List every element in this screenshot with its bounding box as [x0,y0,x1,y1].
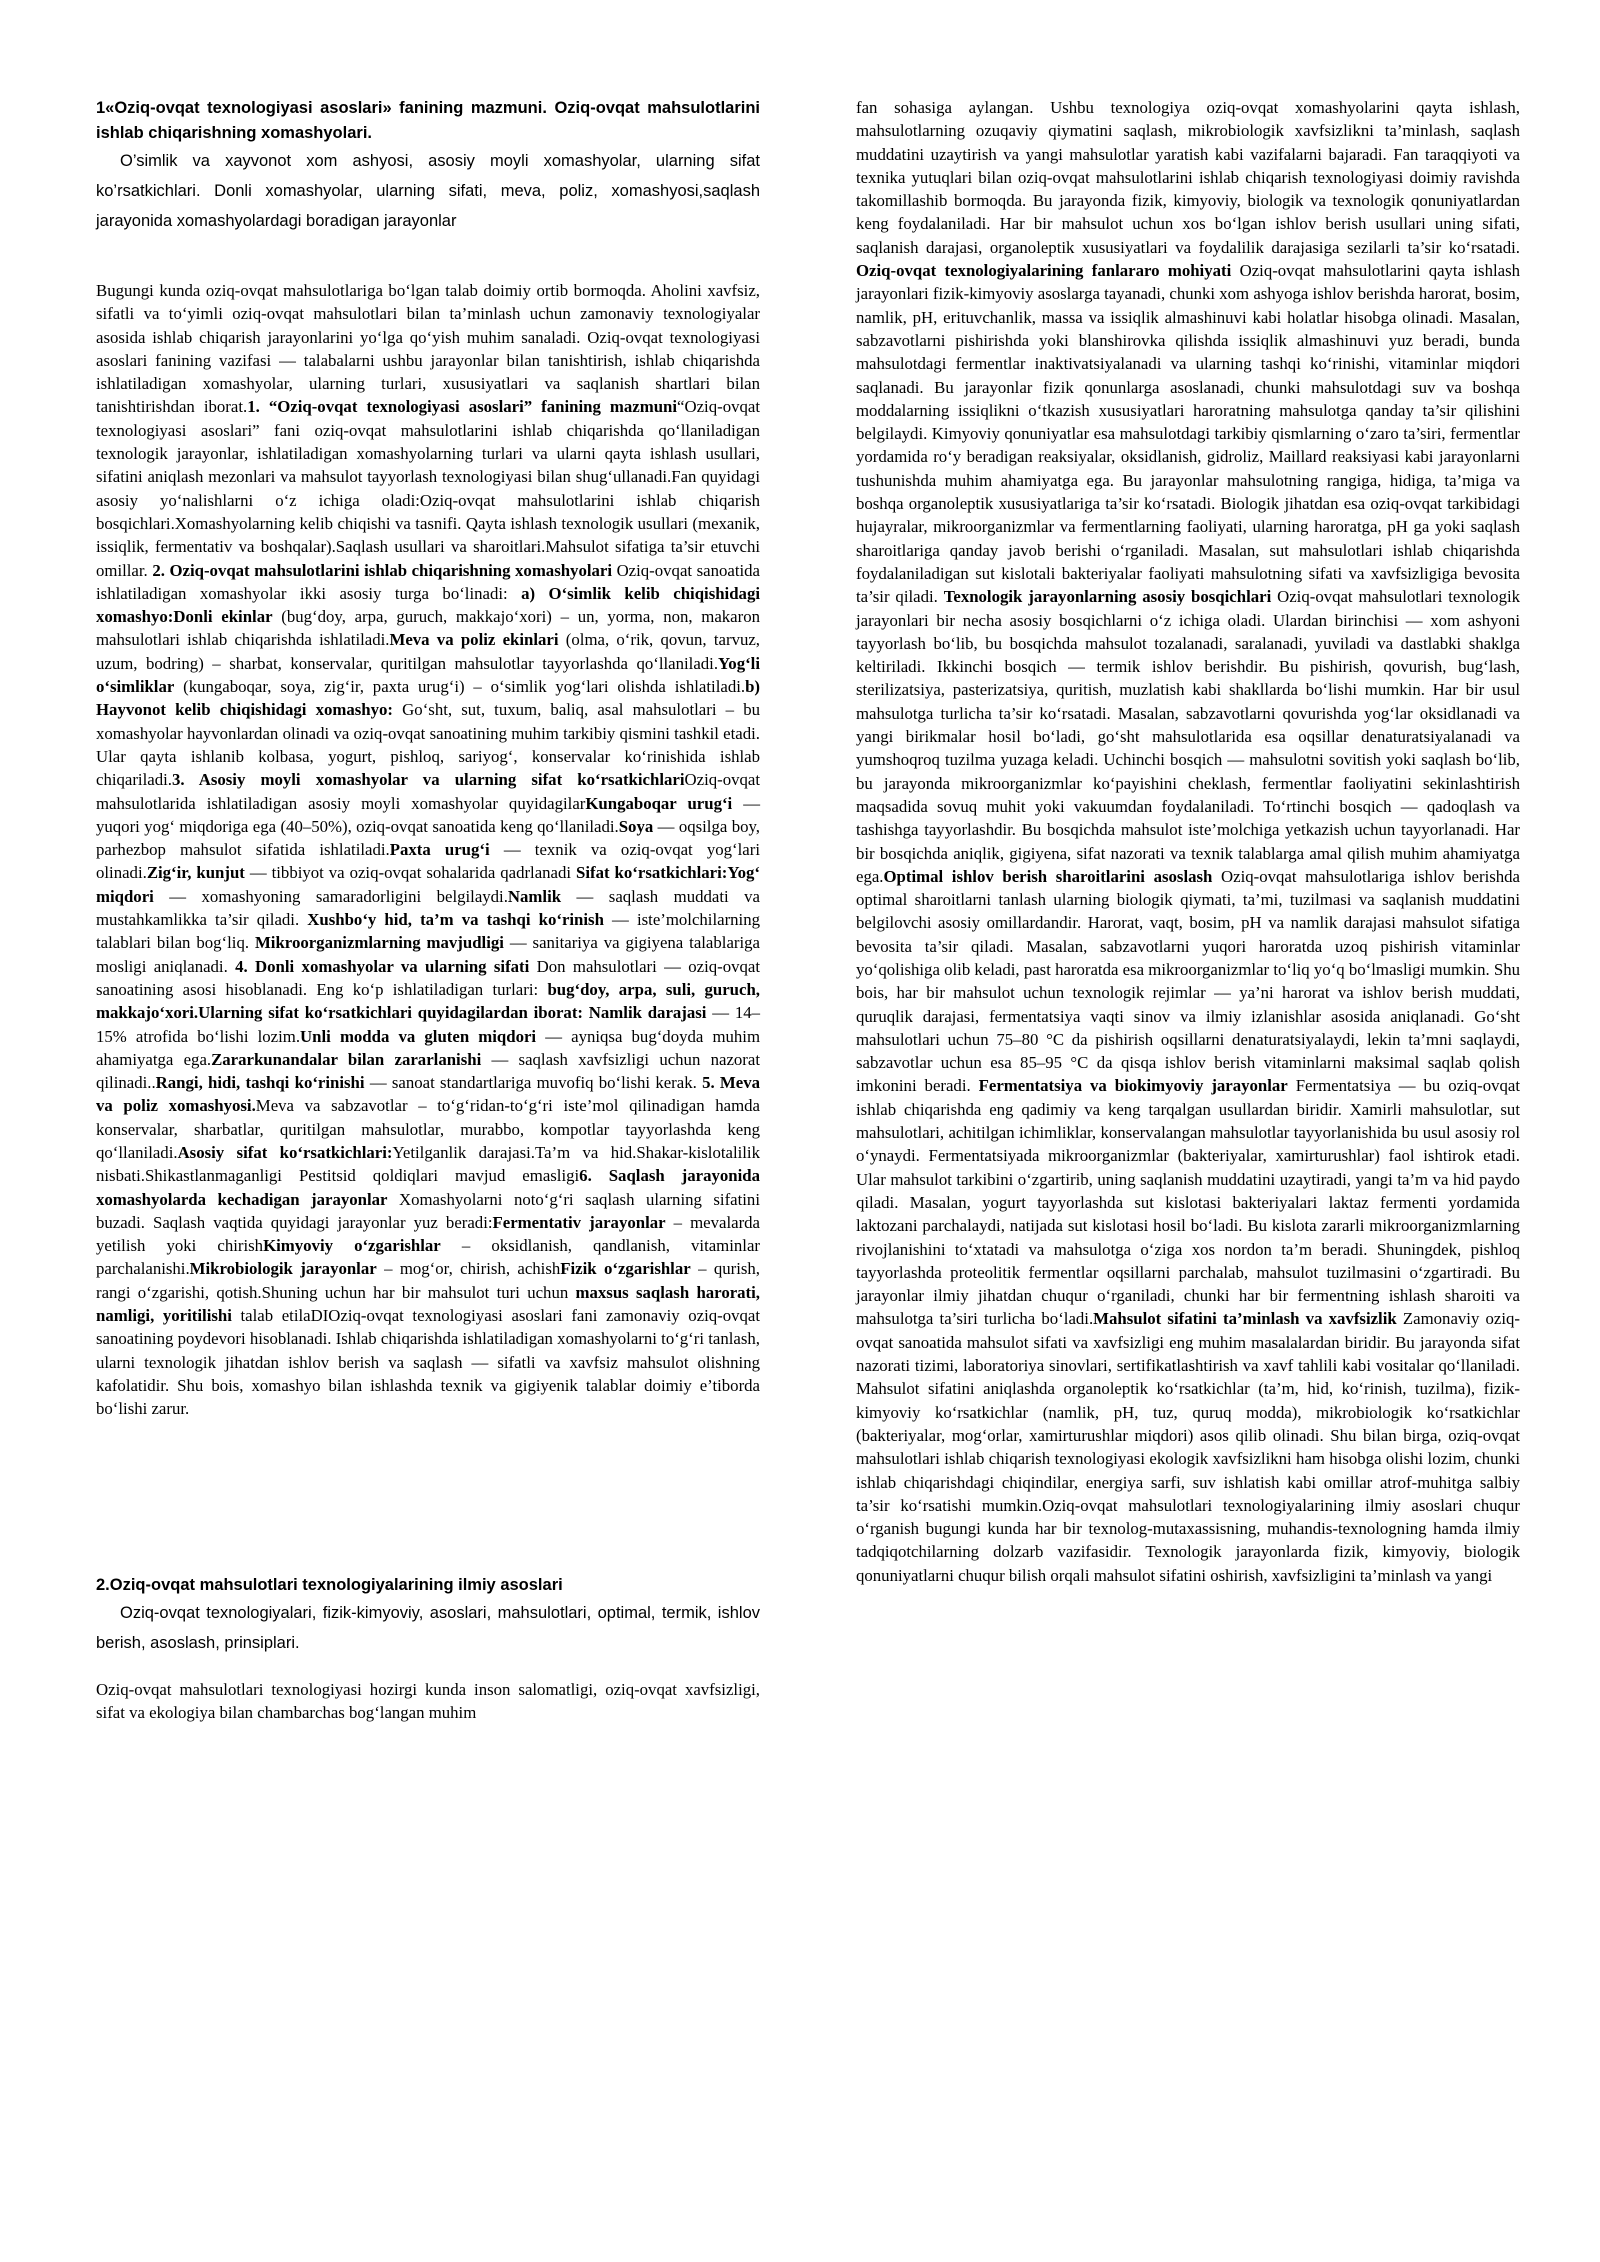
text-run: Oziq-ovqat mahsulotlarini qayta ishlash jarayonlari fizik-kimyoviy asoslarga tayanadi, chunki xom ashyoga ishlov berishda harorat, bosim, namlik, pH, erituvchanlik, massa va issiqlik almashinuvi kabi holatlar hisobga olinadi. Masalan, sabzavotlarni pishirishda yoki blanshirovka qilishda issiqlik almashinuvi yuz beradi, bunda mahsulotdagi fermentlar inaktivatsiyalanadi va ularning tashqi ko‘rinishi, vitaminlar miqdori saqlanadi. Bu jarayonlar fizik qonunlarga asoslanadi, chunki mahsulotdagi suv va boshqa moddalarning issiqlikni o‘tkazish xususiyatlari haroratning mahsulotga qanday ta’sir qilishini belgilaydi. Kimyoviy qonuniyatlar esa mahsulotdagi tarkibiy qismlarning o‘zaro ta’siri, fermentlar yordamida ro‘y beradigan reaksiyalar, oksidlanish, gidroliz, Maillard reaksiyasi kabi jarayonlarni tushunishda muhim ahamiyatga ega. Bu jarayonlar mahsulotning rangiga, hidiga, ta’miga va boshqa organoleptik xususiyatlariga ta’sir ko‘rsatadi. Biologik jihatdan esa oziq-ovqat tarkibidagi hujayralar, mikroorganizmlar va fermentlarning faoliyati, ularning haroratga, pH ga yoki saqlash sharoitlariga qanday javob berishi o‘rganiladi. Masalan, sut mahsulotlari ishlab chiqarishda foydalaniladigan sut kislotali bakteriyalar faoliyati mahsulotning sifati va xavfsizligiga bevosita ta’sir qiladi. [856,261,1520,607]
bold-heading-run: Rangi, hidi, tashqi ko‘rinishi [155,1073,365,1093]
bold-heading-run: bug‘doy, arpa, suli, guruch, makkajo‘xori.Ularning sifat ko‘rsatkichlari quyidagilardan iborat: Namlik darajasi [96,979,760,1023]
text-run: Go‘sht, sut, tuxum, baliq, asal mahsulotlari – bu xomashyolar hayvonlardan olinadi va oziq-ovqat sanoatining muhim tarkibiy qismini tashkil etadi. Ular qayta ishlanib kolbasa, yogurt, pishloq, sariyog‘, konservalar ko‘rinishida ishlab chiqariladi. [96,700,761,790]
text-run: — sanoat standartlariga muvofiq bo‘lishi kerak. [364,1073,703,1093]
bold-heading-run: Zig‘ir, kunjut [146,863,245,883]
text-run: – mevalarda yetilish yoki chirish [96,1212,760,1256]
section-2-body-start [96,1678,760,1725]
bold-heading-run: b) Hayvonot kelib chiqishidagi xomashyo: [96,677,760,720]
text-run: (bug‘doy, arpa, guruch, makkajo‘xori) – un, yorma, non, makaron mahsulotlari ishlab chiqarishda ishlatiladi. [96,607,760,650]
text-run: — saqlash xavfsizligi uchun nazorat qilinadi.. [96,1049,760,1093]
text-run: — 14–15% atrofida bo‘lishi lozim. [96,1003,760,1046]
section-2-body-continued [856,96,1520,1587]
text-run: (olma, o‘rik, qovun, tarvuz, uzum, bodring) – sharbat, konservalar, quritilgan mahsulotlar tayyorlashda qo‘llaniladi. [96,630,760,673]
bold-heading-run: Fermentativ jarayonlar [492,1212,666,1232]
text-run: Oziq-ovqat mahsulotlari texnologiyasi hozirgi kunda inson salomatligi, oziq-ovqat xavfsizligi, sifat va ekologiya bilan chambarchas bog‘langan muhim [96,1679,760,1722]
bold-heading-run: Meva va poliz ekinlari [389,630,559,650]
text-run: Yetilganlik darajasi.Ta’m va hid.Shakar-kislotalilik nisbati.Shikastlanmaganligi Pestitsid qoldiqlari mavjud emasligi [96,1142,760,1186]
text-run: — oqsilga boy, parhezbop mahsulot sifatida ishlatiladi. [96,816,760,860]
bold-heading-run: Namlik [507,886,562,906]
text-run: – qurish, rangi o‘zgarishi, qotish.Shuning uchun har bir mahsulot turi uchun [96,1259,760,1302]
text-run: Oziq-ovqat mahsulotlari texnologik jarayonlari bir necha asosiy bosqichlarni o‘z ichiga oladi. Ulardan birinchisi — xom ashyoni tayyorlash bo‘lib, bu bosqichda mahsulot tozalanadi, saralanadi, yuviladi va dastlabki shaklga keltiriladi. Ikkinchi bosqich — termik ishlov berishdir. Bu pishirish, qovurish, bug‘lash, sterilizatsiya, pasterizatsiya, quritish, muzlatish kabi shakllarda bo‘lishi mumkin. Har bir usul mahsulotga turlicha ta’sir ko‘rsatadi. Masalan, sabzavotlarni qovurishda yog‘lar oksidlanadi va yangi birikmalar hosil bo‘ladi, go‘sht mahsulotlarida esa oqsillar denaturatsiyalanadi va yumshoqroq tuzilma yuzaga keladi. Uchinchi bosqich — mahsulotni sovitish yoki saqlash bo‘lib, bu jarayonda mikroorganizmlar ko‘payishini cheklash, fermentlar faoliyatini sekinlashtirish maqsadida sovuq muhit yoki vakuumdan foydalaniladi. To‘rtinchi bosqich — qadoqlash va tashishga tayyorlashdir. Bu bosqichda mahsulot iste’molchiga yetkazish uchun tayyorlanadi. Har bir bosqichda aniqlik, gigiyena, sifat nazorati va texnik talablarga amal qilish muhim ahamiyatga ega. [856,587,1521,886]
text-run: — texnik va oziq-ovqat yog‘lari olinadi. [96,840,760,883]
section-2-subtitle: Oziq-ovqat texnologiyalari, fizik-kimyoviy, asoslari, mahsulotlari, optimal, termik, ishlov berish, asoslash, prinsiplari. [96,1603,760,1652]
text-run: — tibbiyot va oziq-ovqat sohalarida qadrlanadi [244,863,577,883]
bold-heading-run: maxsus saqlash harorati, namligi, yoritilishi [96,1282,760,1326]
bold-heading-run: Mahsulot sifatini ta’minlash va xavfsizlik [1093,1309,1397,1329]
text-run: “Oziq-ovqat texnologiyasi asoslari” fani oziq-ovqat mahsulotlarini ishlab chiqarishda qo‘llaniladigan texnologik jarayonlar, ishlatiladigan xomashyolarning turlari va ularni qayta ishlash usullari, sifatini aniqlash mezonlari va mahsulot tayyorlash texnologiyasi bilan shug‘ullanadi.Fan quyidagi asosiy yo‘nalishlarni o‘z ichiga oladi:Oziq-ovqat mahsulotlarini ishlab chiqarish bosqichlari.Xomashyolarning kelib chiqishi va tasnifi. Qayta ishlash texnologik usullari (mexanik, issiqlik, fermentativ va boshqalar).Saqlash usullari va sharoitlari.Mahsulot sifatiga ta’sir etuvchi omillar. [96,397,760,580]
text-run: — iste’molchilarning talablari bilan bog‘liq. [96,910,760,953]
bold-heading-run: 4. Donli xomashyolar va ularning sifati [235,956,530,976]
bold-heading-run: Paxta urug‘i [389,840,490,860]
text-run: – oksidlanish, qandlanish, vitaminlar parchalanishi. [96,1236,760,1279]
bold-heading-run: Fizik o‘zgarishlar [560,1259,691,1279]
text-run: Oziq-ovqat mahsulotlariga ishlov berishda optimal sharoitlarni tanlash ularning biologik qiymati, ta’mi, tuzilmasi va saqlanish muddatini belgilovchi asosiy omillardandir. Harorat, vaqt, bosim, pH va namlik darajasi mahsulot sifatiga bevosita ta’sir qiladi. Masalan, sabzavotlarni yuqori haroratda uzoq pishirish vitaminlar yo‘qolishiga olib keladi, past haroratda esa mikroorganizmlar to‘liq yo‘q bo‘lmasligi mumkin. Shu bois, har bir mahsulot uchun texnologik rejimlar — ya’ni harorat va ishlov berish muddati, quruqlik darajasi, fermentatsiya vaqti sinov va ilmiy izlanishlar asosida aniqlanadi. Go‘sht mahsulotlari uchun 75–80 °C da pishirish oqsillarni denaturatsiyalaydi, lekin ta’mni saqlaydi, sabzavotlar uchun esa 85–95 °C da qisqa ishlov berish vitaminlarni maksimal saqlab qolish imkonini beradi. [856,866,1520,1096]
text-run: Fermentatsiya — bu oziq-ovqat ishlab chiqarishda eng qadimiy va keng tarqalgan usullardan biridir. Xamirli mahsulotlar, sut mahsulotlari, achitilgan ichimliklar, konservalangan mahsulotlar tayyorlanishida bu usul asosiy rol o‘ynaydi. Fermentatsiyada mikroorganizmlar (bakteriyalar, xamirturushlar) faol ishtirok etadi. Ular mahsulot tarkibini o‘zgartirib, uning saqlanish muddatini uzaytiradi, yangi ta’m va hid paydo qiladi. Masalan, yogurt tayyorlashda sut kislotasi bakteriyalari laktaz fermenti yordamida laktozani parchalaydi, natijada sut kislotasi hosil bo‘ladi. Bu kislota zararli mikroorganizmlarning rivojlanishini to‘xtatadi va mahsulotga o‘ziga xos nordon ta’m beradi. Shuningdek, pishloq tayyorlashda proteolitik fermentlar oqsillarni parchalab, mahsulot tuzilmasini o‘zgartiradi. Bu jarayonlar ilmiy jihatdan chuqur o‘rganiladi, chunki har bir fermentning ishlash sharoiti va mahsulotga ta’siri turlicha bo‘ladi. [856,1076,1520,1329]
text-run: — sanitariya va gigiyena talablariga mosligi aniqlanadi. [96,933,760,976]
bold-heading-run: Asosiy sifat ko‘rsatkichlari: [177,1142,393,1162]
bold-heading-run: Soya [618,816,654,836]
bold-heading-run: 3. Asosiy moyli xomashyolar va ularning sifat ko‘rsatkichlari [171,770,685,790]
text-run: talab etilaDIOziq-ovqat texnologiyasi asoslari fani zamonaviy oziq-ovqat sanoatining poydevori hisoblanadi. Ishlab chiqarishda ishlatiladigan xomashyolarni to‘g‘ri tanlash, ularni texnologik jihatdan ishlov berish va saqlash — sifatli va xavfsiz mahsulot olishning kafolatidir. Shu bois, xomashyo bilan ishlashda texnik va gigiyenik talablar doimiy e’tiborda bo‘lishi zarur. [96,1306,761,1419]
bold-heading-run: Kimyoviy o‘zgarishlar [263,1236,441,1256]
left-column [96,96,760,1724]
section-1-heading: 1«Oziq-ovqat texnologiyasi asoslari» fanining mazmuni. Oziq-ovqat mahsulotlarini ishlab chiqarishning xomashyolari. [96,99,760,142]
bold-heading-run: Xushbo‘y hid, ta’m va tashqi ko‘rinish [307,910,604,930]
bold-heading-run: Zararkunandalar bilan zararlanishi [211,1049,482,1069]
bold-heading-run: Sifat ko‘rsatkichlari:Yog‘ miqdori [96,863,760,906]
bold-heading-run: 6. Saqlash jarayonida xomashyolarda kechadigan jarayonlar [96,1166,760,1209]
right-column [856,96,1520,1587]
text-run: Xomashyolarni noto‘g‘ri saqlash ularning sifatini buzadi. Saqlash vaqtida quyidagi jarayonlar yuz beradi: [96,1189,760,1232]
text-run: Oziq-ovqat mahsulotlarida ishlatiladigan asosiy moyli xomashyolar quyidagilar [96,770,760,813]
bold-heading-run: Kungaboqar urug‘i [585,793,733,813]
bold-heading-run: Texnologik jarayonlarning asosiy bosqichlari [943,587,1272,607]
text-run: (kungaboqar, soya, zig‘ir, paxta urug‘i) – o‘simlik yog‘lari olishda ishlatiladi. [174,677,746,697]
text-run: — xomashyoning samaradorligini belgilaydi. [153,886,508,906]
text-run: fan sohasiga aylangan. Ushbu texnologiya oziq-ovqat xomashyolarini qayta ishlash, mahsulotlarning ozuqaviy qiymatini saqlash, mikrobiologik xavfsizlikni ta’minlash, saqlash muddatini uzaytirish va yangi mahsulotlar yaratish kabi vazifalarni bajaradi. Fan taraqqiyoti va texnika yutuqlari bilan oziq-ovqat mahsulotlarini ishlab chiqarish texnologiyasi doimiy ravishda takomillashib bormoqda. Bu jarayonda fizik, kimyoviy, biologik va texnologik qonuniyatlardan keng foydalaniladi. Har bir mahsulot uchun xos bo‘lgan ishlov berish usullari uning sifati, saqlanish darajasi, organoleptik xususiyatlari va foydalilik darajasiga sezilarli ta’sir ko‘rsatadi. [856,98,1520,257]
text-run: Zamonaviy oziq-ovqat sanoatida mahsulot sifati va xavfsizligi eng muhim masalalardan biridir. Bu jarayonda sifat nazorati tizimi, laboratoriya sinovlari, sertifikatlashtirish va xavf tahlili kabi vositalar qo‘llaniladi. Mahsulot sifatini aniqlashda organoleptik ko‘rsatkichlar (ta’m, hid, ko‘rinish, tuzilma), fizik-kimyoviy ko‘rsatkichlar (namlik, pH, tuz, quruq modda), mikrobiologik ko‘rsatkichlar (bakteriyalar, mog‘orlar, xamirturushlar miqdori) asos qilib olinadi. Shu bilan birga, oziq-ovqat mahsulotlari ishlab chiqarish texnologiyasi ekologik xavfsizlikni ham hisobga olishi lozim, chunki ishlab chiqarishdagi chiqindilar, energiya sarfi, suv ishlatish kabi omillar atrof-muhitga salbiy ta’sir ko‘rsatishi mumkin.Oziq-ovqat mahsulotlari texnologiyalarining ilmiy asoslari chuqur o‘rganish bugungi kunda har bir texnolog-mutaxassisning, muhandis-texnologning hamda ilmiy tadqiqotchilarning dolzarb vazifasidir. Texnologik jarayonlarda fizik, kimyoviy, biologik qonuniyatlarni chuqur bilish orqali mahsulot sifatini oshirish, xavfsizligini ta’minlash va yangi [856,1309,1521,1585]
text-run: Oziq-ovqat sanoatida ishlatiladigan xomashyolar ikki asosiy turga bo‘linadi: [96,560,760,603]
section-1-body [96,279,760,1421]
bold-heading-run: Fermentatsiya va biokimyoviy jarayonlar [978,1076,1288,1096]
bold-heading-run: 1. “Oziq-ovqat texnologiyasi asoslari” fanining mazmuni [247,397,678,417]
bold-heading-run: 2. Oziq-ovqat mahsulotlarini ishlab chiqarishning xomashyolari [152,560,612,580]
text-run: – mog‘or, chirish, achish [376,1259,561,1279]
section-1-subtitle: O’simlik va xayvonot xom ashyosi, asosiy moyli xomashyolar, ularning sifat ko’rsatkichlari. Donli xomashyolar, ularning sifati, meva, poliz, xomashyosi,saqlash jarayonida xomashyolardagi boradigan jarayonlar [96,152,760,230]
text-run: — yuqori yog‘ miqdoriga ega (40–50%), oziq-ovqat sanoatida keng qo‘llaniladi. [96,793,760,836]
bold-heading-run: Oziq-ovqat texnologiyalarining fanlararo mohiyati [856,261,1232,281]
section-2-heading: 2.Oziq-ovqat mahsulotlari texnologiyalarining ilmiy asoslari [96,1575,563,1594]
text-run: Meva va sabzavotlar – to‘g‘ridan-to‘g‘ri iste’mol qilinadigan hamda konservalar, sharbatlar, quritilgan mahsulotlar, murabbo, kompotlar tayyorlashda keng qo‘llaniladi. [96,1096,760,1162]
bold-heading-run: Yog‘li o‘simliklar [96,653,760,697]
bold-heading-run: a) O‘simlik kelib chiqishidagi xomashyo:Donli ekinlar [96,583,760,627]
bold-heading-run: Mikroorganizmlarning mavjudligi [254,933,504,953]
text-run: — saqlash muddati va mustahkamlikka ta’sir qiladi. [96,886,760,930]
bold-heading-run: Unli modda va gluten miqdori [300,1026,537,1046]
bold-heading-run: Optimal ishlov berish sharoitlarini asoslash [883,866,1213,886]
text-run: — ayniqsa bug‘doyda muhim ahamiyatga ega. [96,1026,760,1069]
text-run: Bugungi kunda oziq-ovqat mahsulotlariga bo‘lgan talab doimiy ortib bormoqda. Aholini xavfsiz, sifatli va to‘yimli oziq-ovqat mahsulotlari bilan ta’minlash uchun zamonaviy texnologiyalar asosida ishlab chiqarish jarayonlarini yo‘lga qo‘yish muhim sanaladi. Oziq-ovqat texnologiyasi asoslari fanining vazifasi — talabalarni ushbu jarayonlar bilan tanishtirish, ishlab chiqarishda ishlatiladigan xomashyolar, ularning turlari, xususiyatlari va saqlanish shartlari bilan tanishtirishdan iborat. [96,281,760,417]
text-run: Don mahsulotlari — oziq-ovqat sanoatining asosi hisoblanadi. Eng ko‘p ishlatiladigan turlari: [96,956,760,999]
bold-heading-run: Mikrobiologik jarayonlar [189,1259,377,1279]
bold-heading-run: 5. Meva va poliz xomashyosi. [96,1073,760,1116]
